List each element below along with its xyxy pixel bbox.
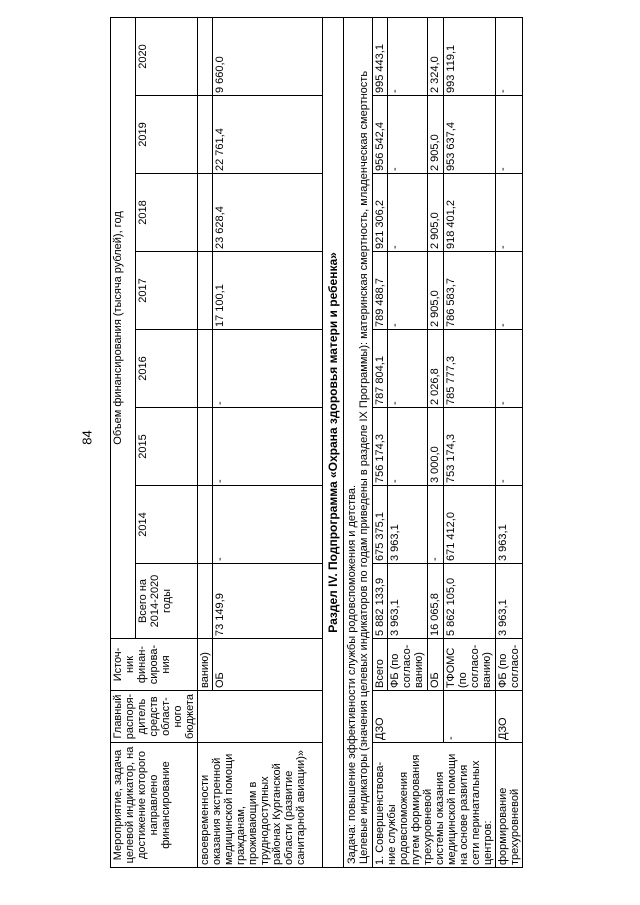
cell-value: 918 401,2 — [443, 174, 495, 252]
cell-value: 786 583,7 — [443, 252, 495, 330]
cell-value: 785 777,3 — [443, 330, 495, 408]
header-source: Источ-ник финан-сирова-ния — [111, 639, 198, 691]
header-financing-group: Объем финансирования (тысяча рублей), год — [111, 17, 136, 638]
cell-value: 2 324,0 — [428, 17, 443, 95]
cell-value: 956 542,4 — [373, 96, 388, 174]
cell-value: - — [213, 330, 323, 408]
cell-value: - — [496, 96, 523, 174]
cell-value: 9 660,0 — [213, 17, 323, 95]
cell-value: - — [496, 252, 523, 330]
header-row-1 — [111, 17, 136, 867]
cell-value: 23 628,4 — [213, 174, 323, 252]
section-task-row — [344, 17, 373, 867]
cell-value: - — [388, 408, 428, 486]
header-year: 2018 — [136, 174, 198, 252]
header-year: 2015 — [136, 408, 198, 486]
row-manager — [198, 691, 323, 743]
cell-value: 3 963,1 — [496, 486, 523, 564]
table-row — [198, 17, 213, 867]
row-manager: ДЗО — [496, 691, 523, 743]
row-source: ванию) — [198, 639, 213, 691]
cell-value: 2 905,0 — [428, 96, 443, 174]
cell-value: - — [496, 330, 523, 408]
cell-value: 675 375,1 — [373, 486, 388, 564]
cell-value: 5 882 133,9 — [373, 564, 388, 639]
table-row — [496, 17, 523, 867]
table-row — [373, 17, 388, 867]
cell-value: 3 963,1 — [388, 564, 428, 639]
cell-value: - — [388, 96, 428, 174]
page-number: 84 — [79, 430, 95, 445]
cell-value: 2 905,0 — [428, 174, 443, 252]
cell-value: 921 306,2 — [373, 174, 388, 252]
cell-value: 789 488,7 — [373, 252, 388, 330]
cell-value: - — [213, 486, 323, 564]
row-event: своевременности оказания экстренной медицинской помощи гражданам, проживающим в труднодоступных районах Курганской области (развитие санитарной авиации)» — [198, 743, 323, 868]
cell-value: 3 000,0 — [428, 408, 443, 486]
section-title: Раздел IV. Подпрограмма «Охрана здоровья матери и ребенка» — [323, 17, 344, 867]
row-manager: - — [443, 691, 495, 743]
cell-value: - — [388, 252, 428, 330]
header-year: 2016 — [136, 330, 198, 408]
cell-value: 787 804,1 — [373, 330, 388, 408]
cell-value: 16 065,8 — [428, 564, 443, 639]
row-event: формирование трехуровневой — [496, 743, 523, 868]
cell-value: 2 026,8 — [428, 330, 443, 408]
row-source: Всего — [373, 639, 388, 691]
indicators-text: Целевые индикаторы (значения целевых индикаторов по годам приведены в разделе IX Программы): материнская смертность, младенческая смертность — [358, 70, 370, 864]
table-row — [443, 17, 495, 867]
header-year: 2017 — [136, 252, 198, 330]
cell-value: 3 963,1 — [388, 486, 428, 564]
row-source: ФБ (по согласо-ванию) — [388, 639, 428, 691]
header-year: 2019 — [136, 96, 198, 174]
header-manager: Главный распоря-дитель средств област-ного бюджета — [111, 691, 198, 743]
cell-value: 995 443,1 — [373, 17, 388, 95]
header-year: 2020 — [136, 17, 198, 95]
cell-value: 753 174,3 — [443, 408, 495, 486]
cell-value: - — [388, 174, 428, 252]
cell-value: 73 149,9 — [213, 564, 323, 639]
cell-value: 3 963,1 — [496, 564, 523, 639]
cell-value: 993 119,1 — [443, 17, 495, 95]
cell-value: 2 905,0 — [428, 252, 443, 330]
cell-value: - — [496, 174, 523, 252]
cell-value: - — [388, 330, 428, 408]
cell-value: 671 412,0 — [443, 486, 495, 564]
cell-value: - — [496, 17, 523, 95]
cell-value: 756 174,3 — [373, 408, 388, 486]
cell-value: 5 862 105,0 — [443, 564, 495, 639]
section-title-row — [323, 17, 344, 867]
header-event: Мероприятие, задача целевой индикатор, на достижение которого направлено финансирование — [111, 743, 198, 868]
task-text: Задача: повышение эффективности службы родовспоможения и детства. — [346, 485, 358, 864]
cell-value: - — [388, 17, 428, 95]
row-source: ТФОМС (по согласо-ванию) — [443, 639, 495, 691]
row-source: ФБ (по согласо- — [496, 639, 523, 691]
cell-value: - — [496, 408, 523, 486]
cell-value: 22 761,4 — [213, 96, 323, 174]
cell-value: 953 637,4 — [443, 96, 495, 174]
rotated-page-content — [110, 18, 600, 868]
cell-value: - — [213, 408, 323, 486]
header-year: 2014 — [136, 486, 198, 564]
row-manager: ДЗО — [373, 691, 444, 743]
row-event: 1. Совершенствова-ние службы родовспоможения путем формирования трехуровневой системы оказания медицинской помощи на основе развития сети перинатальных центров: — [373, 743, 496, 868]
cell-value: 17 100,1 — [213, 252, 323, 330]
cell-value: - — [428, 486, 443, 564]
financing-table — [110, 17, 523, 868]
header-year-total: Всего на 2014-2020 годы — [136, 564, 198, 639]
section-task — [344, 17, 373, 867]
row-source: ОБ — [213, 639, 323, 691]
row-source: ОБ — [428, 639, 443, 691]
